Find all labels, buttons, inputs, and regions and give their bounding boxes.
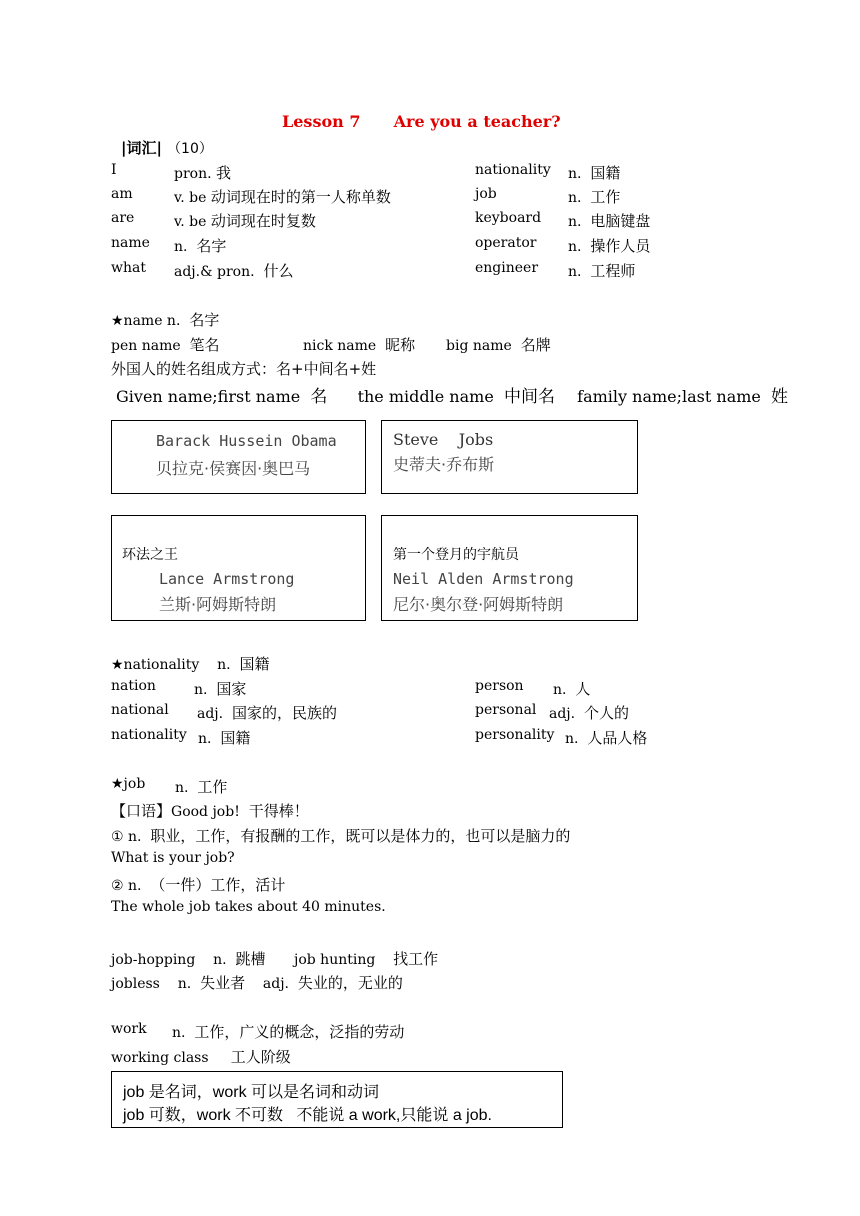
name-box-header: 第一个登月的宇航员 (393, 547, 519, 563)
jobless: jobless n. 失业者 adj. 失业的，无业的 (111, 974, 403, 992)
vocab-row (111, 260, 294, 280)
nationality-left-row: nationality n. 国籍 (111, 727, 251, 747)
job-heading: ★job n. 工作 (111, 776, 228, 796)
job-hopping: job-hopping n. 跳槽 (111, 950, 266, 968)
lesson-number: Lesson 7 (282, 112, 361, 131)
name-box-cn: 史蒂夫·乔布斯 (393, 455, 495, 474)
work-note-line: job 可数，work 不可数 不能说 a work,只能说 a job. (123, 1107, 492, 1124)
name-box-cn: 尼尔·奥尔登·阿姆斯特朗 (393, 595, 564, 614)
job-sense-1: ① n. 职业，工作，有报酬的工作，既可以是体力的，也可以是脑力的 (111, 827, 571, 845)
name-box-en: Barack Hussein Obama (156, 432, 337, 450)
name-box-en: Steve Jobs (393, 430, 494, 449)
vocab-row (111, 186, 391, 206)
job-oral: 【口语】Good job! 干得棒！ (111, 802, 309, 820)
job-example-2: The whole job takes about 40 minutes. (111, 899, 386, 915)
vocab-word: engineer (475, 260, 539, 276)
vocab-word: am (111, 186, 133, 202)
vocab-def: pron. 我 (174, 164, 232, 182)
vocab-def: n. 电脑键盘 (568, 212, 651, 230)
vocab-row (111, 162, 232, 182)
nationality-left-row: nation n. 国家 (111, 678, 247, 698)
name-box-jobs (381, 420, 638, 494)
vocab-word: keyboard (475, 210, 542, 226)
name-box-neil (381, 515, 638, 621)
lesson-question: Are you a teacher? (393, 112, 561, 131)
vocab-def: v. be 动词现在时复数 (174, 212, 316, 230)
nationality-left-row: national adj. 国家的，民族的 (111, 702, 338, 722)
job-example-1: What is your job? (111, 850, 235, 866)
name-box-en: Lance Armstrong (159, 570, 295, 588)
nationality-right-row: person n. 人 (475, 678, 591, 698)
name-box-cn: 贝拉克·侯赛因·奥巴马 (156, 459, 311, 478)
vocab-row (475, 210, 651, 230)
vocab-heading (121, 137, 213, 158)
work-heading: work n. 工作，广义的概念，泛指的劳动 (111, 1021, 405, 1041)
nationality-heading: ★nationality n. 国籍 (111, 655, 270, 673)
name-box-en: Neil Alden Armstrong (393, 570, 574, 588)
vocab-def: n. 国籍 (568, 164, 621, 182)
vocab-row (111, 210, 316, 230)
work-note-box (111, 1071, 563, 1128)
nationality-right-row: personality n. 人品人格 (475, 727, 648, 747)
vocab-word: I (111, 162, 117, 178)
working-class: working class 工人阶级 (111, 1048, 291, 1066)
vocab-word: name (111, 235, 150, 251)
vocab-word: nationality (475, 162, 551, 178)
name-heading: ★name n. 名字 (111, 311, 220, 329)
vocab-def: n. 工程师 (568, 262, 636, 280)
nationality-right-row: personal adj. 个人的 (475, 702, 630, 722)
name-box-lance (111, 515, 366, 621)
vocab-row (475, 162, 621, 182)
vocab-heading-label: |词汇| (121, 139, 162, 157)
name-variants-nick: nick name 昵称 (303, 336, 416, 354)
vocab-row (475, 186, 621, 206)
name-box-obama (111, 420, 366, 494)
vocab-row (475, 260, 636, 280)
name-box-header: 环法之王 (122, 547, 178, 563)
name-composition: 外国人的姓名组成方式：名+中间名+姓 (111, 360, 377, 378)
name-variants-big: big name 名牌 (446, 336, 551, 354)
vocab-def: n. 工作 (568, 188, 621, 206)
work-note-line: job 是名词，work 可以是名词和动词 (123, 1084, 380, 1101)
vocab-word: operator (475, 235, 537, 251)
vocab-def: adj.& pron. 什么 (174, 262, 294, 280)
vocab-row (111, 235, 227, 255)
vocab-word: what (111, 260, 146, 276)
vocab-def: n. 操作人员 (568, 237, 651, 255)
name-parts: Given name;first name 名 the middle name 中间名 family name;last name 姓 (116, 387, 789, 407)
vocab-word: are (111, 210, 135, 226)
lesson-title (282, 112, 561, 131)
job-sense-2: ② n. （一件）工作，活计 (111, 876, 286, 894)
vocab-def: v. be 动词现在时的第一人称单数 (174, 188, 391, 206)
vocab-word: job (475, 186, 497, 202)
name-variants: pen name 笔名 (111, 336, 220, 354)
job-hunting: job hunting 找工作 (294, 950, 439, 968)
vocab-row (475, 235, 651, 255)
name-box-cn: 兰斯·阿姆斯特朗 (159, 595, 277, 614)
vocab-def: n. 名字 (174, 237, 227, 255)
vocab-heading-count: （10） (167, 141, 213, 157)
